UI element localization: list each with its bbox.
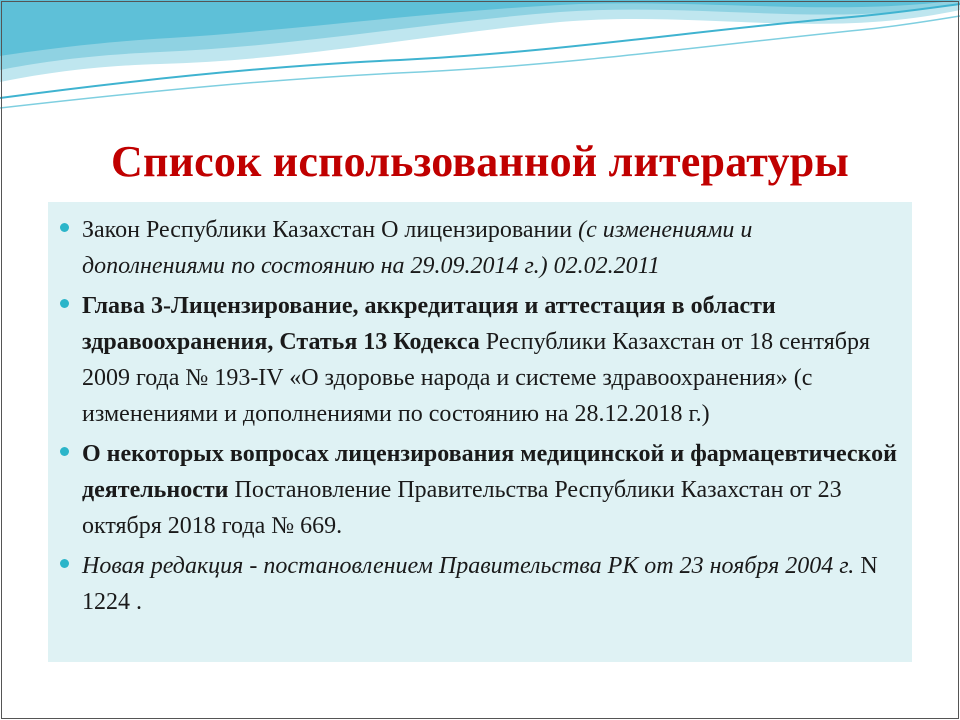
- bullet-icon: [60, 447, 69, 456]
- reference-text: N 1224 .: [82, 553, 878, 615]
- list-item: [82, 212, 897, 284]
- bullet-icon: [60, 559, 69, 568]
- reference-italic-text: Новая редакция - постановлением Правительства РК от 23 ноября 2004 г.: [82, 553, 855, 579]
- reference-text: Закон Республики Казахстан О лицензировании: [82, 217, 573, 243]
- reference-text: Республики Казахстан от 18 сентября 2009 года № 193-IV «О здоровье народа и системе здравоохранения» (с изменениями и дополнениями по состоянию на 28.12.2018 г.): [82, 329, 870, 427]
- reference-bold-text: О некоторых вопросах лицензирования медицинской и фармацевтической деятельности: [82, 441, 897, 503]
- wave-decoration: [0, 0, 960, 120]
- list-item: [82, 548, 897, 620]
- reference-bold-text: Глава 3-Лицензирование, аккредитация и аттестация в области здравоохранения, Статья 13 Кодекса: [82, 293, 776, 355]
- list-item: [82, 436, 897, 544]
- reference-italic-text: (с изменениями и дополнениями по состоянию на 29.09.2014 г.) 02.02.2011: [82, 217, 753, 279]
- references-panel: [48, 202, 912, 662]
- list-item: [82, 288, 897, 432]
- bullet-icon: [60, 223, 69, 232]
- references-list: [82, 212, 897, 624]
- page-title: Список использованной литературы: [111, 137, 849, 186]
- reference-text: Постановление Правительства Республики Казахстан от 23 октября 2018 года № 669.: [82, 477, 842, 539]
- bullet-icon: [60, 299, 69, 308]
